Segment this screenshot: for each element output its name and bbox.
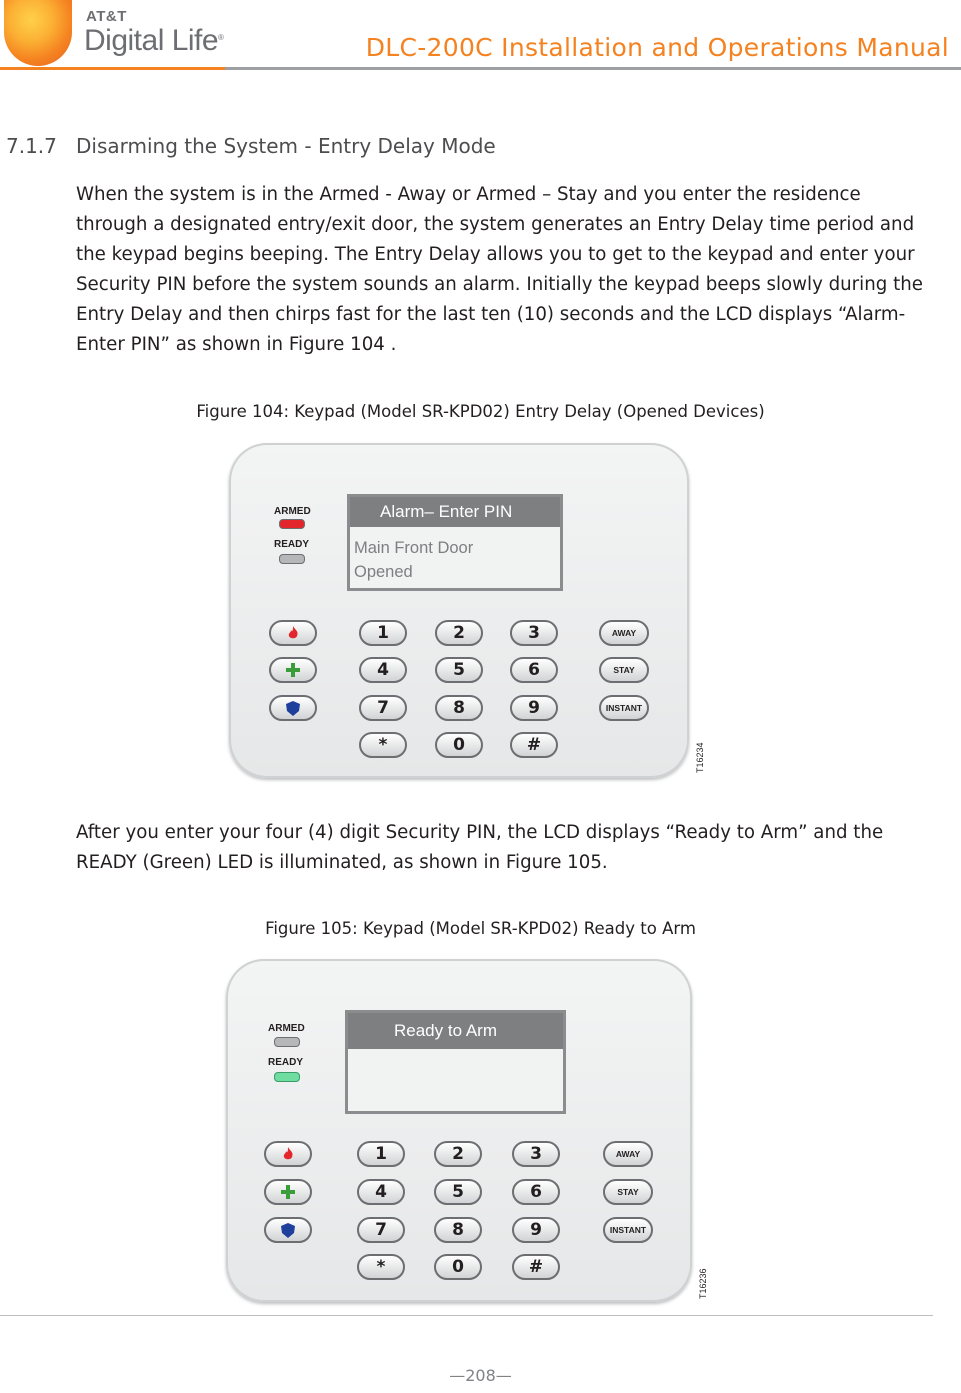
- armed-led: [274, 1037, 300, 1047]
- fire-icon: [286, 625, 300, 641]
- footer-rule: [0, 1315, 933, 1316]
- instant-key[interactable]: INSTANT: [603, 1217, 653, 1243]
- section-heading: [6, 134, 496, 158]
- police-shield-icon: [281, 1223, 295, 1238]
- ready-label: READY: [268, 1057, 304, 1068]
- manual-title: DLC-200C Installation and Operations Manual: [365, 33, 949, 62]
- away-key[interactable]: AWAY: [603, 1141, 653, 1167]
- fire-key[interactable]: [264, 1141, 312, 1167]
- ready-label: READY: [274, 539, 310, 550]
- lcd-line-2: Main Front Door: [354, 539, 474, 557]
- lcd-display: [347, 494, 563, 591]
- page-number: —208—: [449, 1366, 512, 1385]
- armed-label: ARMED: [274, 506, 311, 517]
- key-3[interactable]: 3: [512, 1141, 560, 1167]
- medical-cross-icon: [281, 1185, 295, 1199]
- key-9[interactable]: 9: [510, 695, 558, 721]
- police-key[interactable]: [269, 695, 317, 721]
- key-9[interactable]: 9: [512, 1217, 560, 1243]
- keypad-figure-105: [226, 959, 708, 1302]
- key-6[interactable]: 6: [510, 657, 558, 683]
- key-6[interactable]: 6: [512, 1179, 560, 1205]
- logo-brand-text: AT&T: [86, 8, 127, 25]
- section-number: 7.1.7: [6, 134, 57, 158]
- medical-cross-icon: [286, 663, 300, 677]
- police-shield-icon: [286, 701, 300, 716]
- body-paragraph: After you enter your four (4) digit Security PIN, the LCD displays “Ready to Arm” and the READY (Green) LED is illuminated, as shown in Figure 105.: [76, 822, 884, 873]
- figure-code: T16234: [695, 742, 705, 773]
- fire-icon: [281, 1146, 295, 1162]
- lcd-line-1: Ready to Arm: [348, 1013, 563, 1049]
- medical-key[interactable]: [264, 1179, 312, 1205]
- logo-product-text: Digital Life: [84, 24, 219, 57]
- key-8[interactable]: 8: [435, 695, 483, 721]
- police-key[interactable]: [264, 1217, 312, 1243]
- key-7[interactable]: 7: [359, 695, 407, 721]
- key-3[interactable]: 3: [510, 620, 558, 646]
- key-1[interactable]: 1: [357, 1141, 405, 1167]
- ready-led: [274, 1072, 300, 1082]
- lcd-line-3: Opened: [354, 563, 413, 581]
- figure-code: T16236: [698, 1268, 708, 1299]
- stay-key[interactable]: STAY: [603, 1179, 653, 1205]
- key-5[interactable]: 5: [435, 657, 483, 683]
- body-paragraph: When the system is in the Armed - Away or Armed – Stay and you enter the residence through a designated entry/exit door, the system generates an Entry Delay time period and the keypad begins beeping. The Entry Delay allows you to get to the keypad and enter your Security PIN before the system sounds an alarm. Initially the keypad beeps slowly during the Entry Delay and then chirps fast for the last ten (10) seconds and the LCD displays “Alarm- Enter PIN” as shown in Figure 104 .: [76, 184, 923, 355]
- armed-led: [279, 519, 305, 529]
- key-0[interactable]: 0: [435, 732, 483, 758]
- lcd-line-1: Alarm– Enter PIN: [350, 497, 560, 527]
- key-2[interactable]: 2: [435, 620, 483, 646]
- key-star[interactable]: *: [357, 1254, 405, 1280]
- logo-registered-mark: ®: [218, 33, 224, 42]
- key-1[interactable]: 1: [359, 620, 407, 646]
- medical-key[interactable]: [269, 657, 317, 683]
- figure-caption: Figure 104: Keypad (Model SR-KPD02) Entry Delay (Opened Devices): [196, 402, 765, 421]
- key-7[interactable]: 7: [357, 1217, 405, 1243]
- fire-key[interactable]: [269, 620, 317, 646]
- key-0[interactable]: 0: [434, 1254, 482, 1280]
- lcd-display: [345, 1010, 566, 1114]
- key-4[interactable]: 4: [359, 657, 407, 683]
- att-globe-logo-icon: [4, 0, 72, 66]
- stay-key[interactable]: STAY: [599, 657, 649, 683]
- away-key[interactable]: AWAY: [599, 620, 649, 646]
- armed-label: ARMED: [268, 1023, 305, 1034]
- header-rule-accent: [0, 67, 225, 70]
- key-hash[interactable]: #: [512, 1254, 560, 1280]
- ready-led: [279, 554, 305, 564]
- section-title: Disarming the System - Entry Delay Mode: [76, 134, 496, 158]
- key-2[interactable]: 2: [434, 1141, 482, 1167]
- figure-caption: Figure 105: Keypad (Model SR-KPD02) Ready to Arm: [265, 919, 696, 938]
- instant-key[interactable]: INSTANT: [599, 695, 649, 721]
- key-5[interactable]: 5: [434, 1179, 482, 1205]
- key-hash[interactable]: #: [510, 732, 558, 758]
- key-star[interactable]: *: [359, 732, 407, 758]
- keypad-figure-104: [229, 443, 705, 778]
- key-4[interactable]: 4: [357, 1179, 405, 1205]
- page-header: [0, 0, 961, 70]
- key-8[interactable]: 8: [434, 1217, 482, 1243]
